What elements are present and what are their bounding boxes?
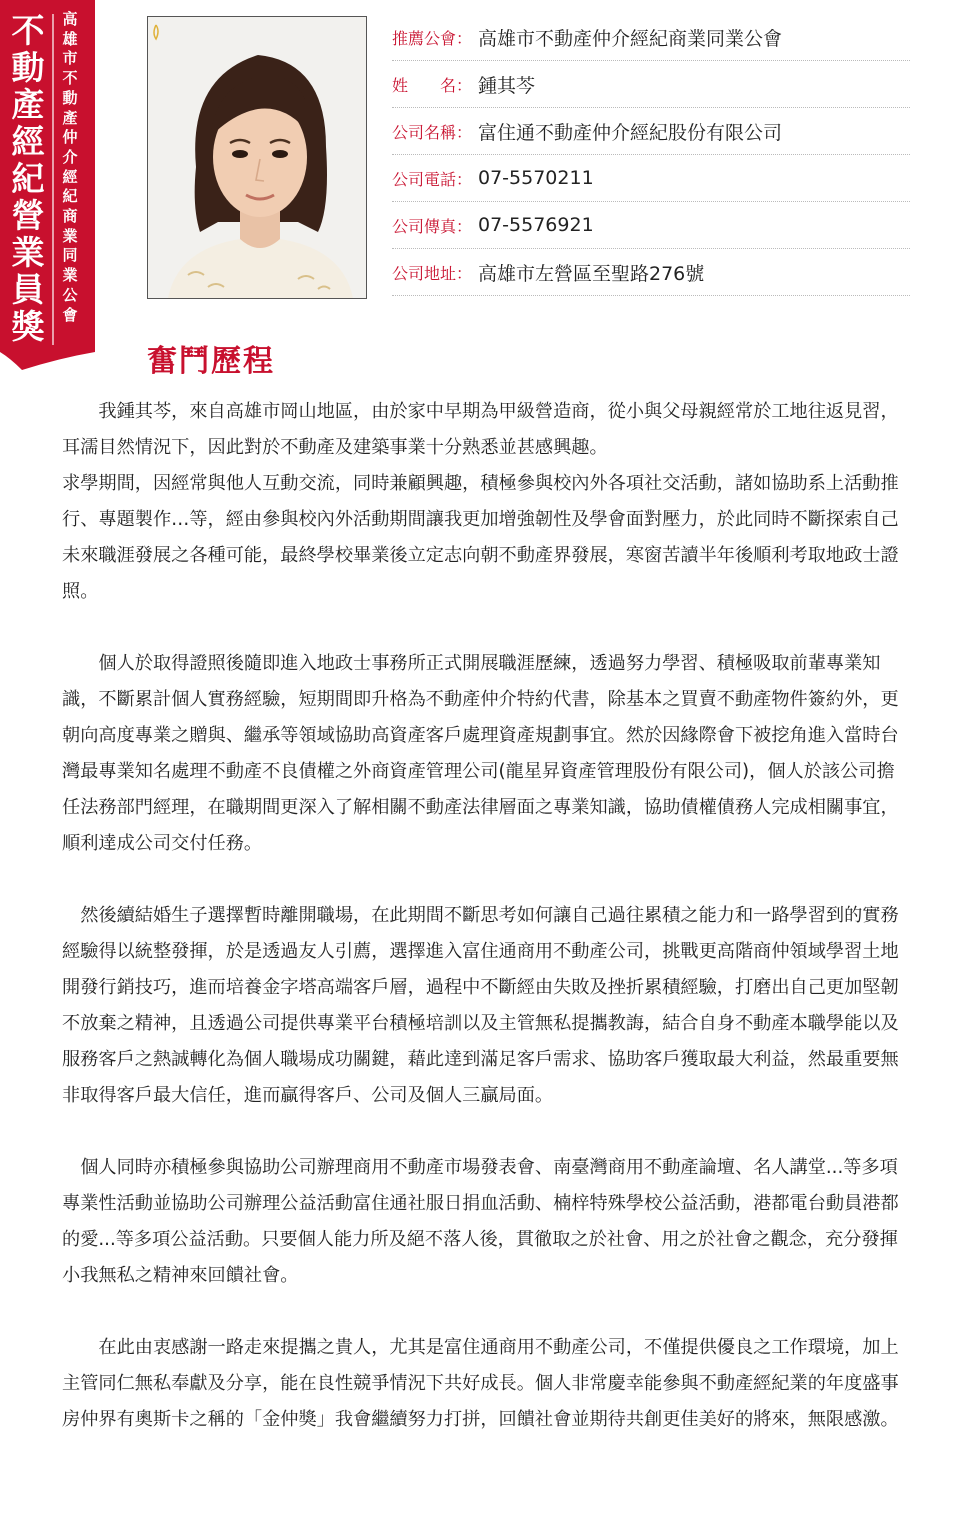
section-title: 奮鬥歷程 (147, 344, 275, 379)
info-label: 公司電話： (392, 169, 473, 189)
info-label: 公司地址： (392, 263, 473, 283)
info-row-phone (392, 155, 910, 202)
award-title: 不動產經紀營業員獎 (11, 11, 45, 346)
portrait-illustration (148, 17, 366, 298)
info-label: 姓 名： (392, 75, 473, 95)
info-label: 推薦公會： (392, 28, 473, 48)
profile-info-table (392, 14, 910, 296)
info-row-company (392, 108, 910, 155)
info-value: 高雄市不動產仲介經紀商業同業公會 (478, 27, 783, 50)
portrait-photo (147, 16, 367, 299)
info-value: 富住通不動產仲介經紀股份有限公司 (478, 121, 783, 144)
story-paragraph: 求學期間，因經常與他人互動交流，同時兼顧興趣，積極參與校內外各項社交活動，諸如協助系上活動推行、專題製作…等，經由參與校內外活動期間讓我更加增強韌性及學會面對壓力，於此同時不斷探索自己未來職涯發展之各種可能，最終學校畢業後立定志向朝不動產界發展，寒窗苦讀半年後順利考取地政士證照。 (62, 473, 899, 602)
info-value: 高雄市左營區至聖路276號 (478, 262, 705, 285)
story-paragraph: 在此由衷感謝一路走來提攜之貴人，尤其是富住通商用不動產公司，不僅提供優良之工作環境，加上主管同仁無私奉獻及分享，能在良性競爭情況下共好成長。個人非常慶幸能參與不動產經紀業的年度盛事房仲界有奧斯卡之稱的「金仲獎」我會繼續努力打拼，回饋社會並期待共創更佳美好的將來，無限感激。 (62, 1337, 899, 1430)
award-banner (0, 0, 102, 372)
info-label: 公司名稱： (392, 122, 473, 142)
info-label: 公司傳真： (392, 216, 473, 236)
info-row-name (392, 61, 910, 108)
info-row-address (392, 249, 910, 296)
story-paragraph: 個人於取得證照後隨即進入地政士事務所正式開展職涯歷練，透過努力學習、積極吸取前輩專業知識，不斷累計個人實務經驗，短期間即升格為不動產仲介特約代書，除基本之買賣不動產物件簽約外，更朝向高度專業之贈與、繼承等領域協助高資產客戶處理資產規劃事宜。然於因緣際會下被挖角進入當時台灣最專業知名處理不動產不良債權之外商資產管理公司(龍星昇資產管理股份有限公司)，個人於該公司擔任法務部門經理，在職期間更深入了解相關不動產法律層面之專業知識，協助債權債務人完成相關事宜，順利達成公司交付任務。 (62, 653, 899, 854)
story-paragraph: 然後續結婚生子選擇暫時離開職場，在此期間不斷思考如何讓自己過往累積之能力和一路學習到的實務經驗得以統整發揮，於是透過友人引薦，選擇進入富住通商用不動產公司，挑戰更高階商仲領域學習土地開發行銷技巧，進而培養金字塔高端客戶層，過程中不斷經由失敗及挫折累積經驗，打磨出自己更加堅韌不放棄之精神，且透過公司提供專業平台積極培訓以及主管無私提攜教誨，結合自身不動產本職學能以及服務客戶之熱誠轉化為個人職場成功關鍵，藉此達到滿足客戶需求、協助客戶獲取最大利益，然最重要無非取得客戶最大信任，進而贏得客戶、公司及個人三贏局面。 (62, 905, 899, 1106)
story-paragraph: 我鍾其芩，來自高雄市岡山地區，由於家中早期為甲級營造商，從小與父母親經常於工地往返見習，耳濡目然情況下，因此對於不動產及建築事業十分熟悉並甚感興趣。 (62, 401, 899, 458)
info-row-association (392, 14, 910, 61)
story-body (62, 394, 912, 1438)
info-row-fax (392, 202, 910, 249)
info-value: 07-5576921 (478, 214, 594, 236)
story-paragraph: 個人同時亦積極參與協助公司辦理商用不動產市場發表會、南臺灣商用不動產論壇、名人講堂...等多項專業性活動並協助公司辦理公益活動富住通社服日捐血活動、楠梓特殊學校公益活動，港都電台動員港都的愛...等多項公益活動。只要個人能力所及絕不落人後，貫徹取之於社會、用之於社會之觀念，充分發揮小我無私之精神來回饋社會。 (62, 1157, 899, 1286)
info-value: 鍾其芩 (478, 74, 536, 97)
association-vertical-label: 高雄市不動產仲介經紀商業同業公會 (62, 10, 78, 324)
info-value: 07-5570211 (478, 167, 594, 189)
